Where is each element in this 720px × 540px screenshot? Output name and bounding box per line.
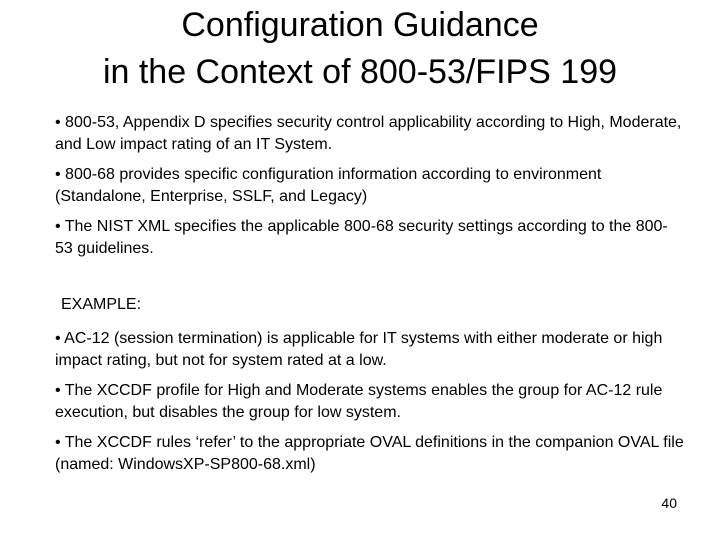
example-label: EXAMPLE: [61, 296, 142, 313]
bullet-800-68-config: • 800-68 provides specific configuration information according to environment (Standalone, Enterprise, SSLF, and Legacy) [55, 166, 602, 205]
bullet-xccdf-profile: • The XCCDF profile for High and Moderate systems enables the group for AC-12 rule execution, but disables the group for low system. [55, 382, 663, 421]
slide-body [55, 112, 685, 484]
slide-title-line-1: Configuration Guidance [181, 6, 539, 44]
bullet-xccdf-rules: • The XCCDF rules ‘refer’ to the appropriate OVAL definitions in the companion OVAL file (named: WindowsXP-SP800-68.xml) [55, 434, 684, 473]
bullet-nist-xml: • The NIST XML specifies the applicable 800-68 security settings according to the 800-53 guidelines. [55, 218, 668, 257]
slide-title-line-2: in the Context of 800-53/FIPS 199 [102, 53, 618, 91]
bullet-ac-12: • AC-12 (session termination) is applicable for IT systems with either moderate or high impact rating, but not for system rated at a low. [55, 330, 663, 369]
bullet-appendix-d: • 800-53, Appendix D specifies security control applicability according to High, Moderate, and Low impact rating of an IT System. [55, 114, 682, 153]
slide-title [0, 2, 720, 96]
page-number: 40 [661, 495, 677, 511]
